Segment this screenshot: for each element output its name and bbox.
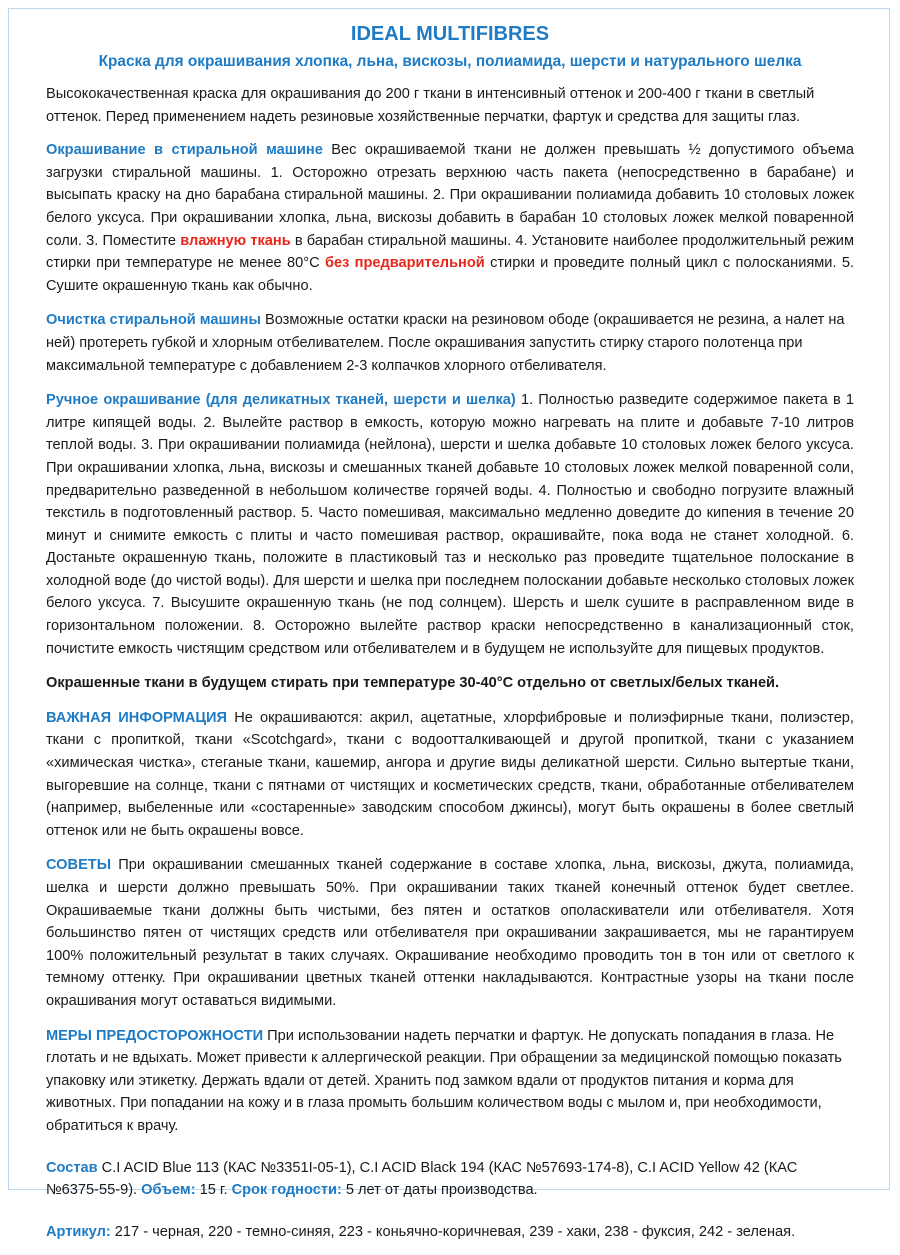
page-title: IDEAL MULTIFIBRES — [350, 23, 550, 45]
machine-dyeing-section — [46, 139, 854, 297]
machine-dyeing-text-1: Вес окрашиваемой ткани не должен превышать ½ допустимого объема загрузки стиральной машины. 1. Осторожно отрезать верхнюю часть пакета (непосредственно в барабане) и высыпать краску на дно барабана стиральной машины. 2. При окрашивании полиамида добавить 10 столовых ложек белого уксуса. При окрашивании хлопка, льна, вискозы добавить в барабан 10 столовых ложек мелкой поваренной соли. 3. Поместите — [46, 142, 854, 249]
volume-label: Объем: — [141, 1182, 196, 1199]
page-subtitle: Краска для окрашивания хлопка, льна, вискозы, полиамида, шерсти и натурального шелка — [98, 53, 802, 70]
no-prewash-highlight: без предварительной — [324, 255, 485, 272]
machine-cleaning-heading: Очистка стиральной машины — [46, 312, 261, 329]
precautions-heading: МЕРЫ ПРЕДОСТОРОЖНОСТИ — [46, 1027, 264, 1044]
hand-dyeing-heading: Ручное окрашивание (для деликатных тканей, шерсти и шелка) — [46, 392, 516, 409]
important-info-section — [46, 707, 854, 843]
important-info-text: Не окрашиваются: акрил, ацетатные, хлорфибровые и полиэфирные ткани, полиэстер, ткани с пропиткой, ткани «Scotchgard», ткани с водоотталкивающей и другой пропиткой, ткани с указанием «химическая чистка», стеганые ткани, кашемир, ангора и другие виды деликатной шерсти. Сильно вытертые ткани, выгоревшие на солнце, ткани с пятнами от чистящих и косметических средств, ткани, обработанные отбеливателем (например, выбеленные или «состаренные» заводским способом джинсы), могут быть окрашены в более светлый оттенок или не быть окрашены вовсе. — [46, 709, 854, 839]
composition-heading: Состав — [46, 1159, 98, 1176]
document-body — [46, 20, 854, 1255]
articles-section — [46, 1221, 854, 1244]
machine-cleaning-section — [46, 309, 854, 377]
hand-dyeing-text: 1. Полностью разведите содержимое пакета в 1 литре кипящей воды. 2. Вылейте раствор в емкость, которую можно нагревать на плите и добавьте 7-10 литров теплой воды. 3. При окрашивании полиамида (нейлона), шерсти и шелка добавьте 10 столовых ложек белого уксуса. При окрашивании хлопка, льна, вискозы и смешанных тканей добавьте 10 столовых ложек мелкой поваренной соли, предварительно разведенной в небольшом количестве горячей воды. 4. Полностью и свободно погрузите влажный текстиль в подготовленный раствор. 5. Часто помешивая, максимально медленно доведите до кипения в течение 20 минут и снимите емкость с плиты и часто помешивая раствор, окрашивайте, пока вода не станет холодной. 6. Достаньте окрашенную ткань, положите в пластиковый таз и несколько раз проведите тщательное полоскание в холодной воде (до чистой воды). Для шерсти и шелка при последнем полоскании добавьте несколько столовых ложек белого уксуса. 7. Высушите окрашенную ткань (не под солнцем). Шерсть и шелк сушите в расправленном виде в горизонтальном положении. 8. Осторожно вылейте раствор краски непосредственно в канализационный сток, почистите емкость чистящим средством или отбеливателем и в будущем не используйте для пищевых продуктов. — [46, 392, 854, 657]
composition-text: C.I ACID Blue 113 (КАС №3351I-05-1), C.I ACID Black 194 (КАС №57693-174-8), C.I ACID Yellow 42 (КАС №6375-55-9). — [46, 1159, 798, 1199]
important-info-heading: ВАЖНАЯ ИНФОРМАЦИЯ — [46, 709, 228, 726]
composition-section — [46, 1157, 854, 1202]
machine-cleaning-text: Возможные остатки краски на резиновом ободе (окрашивается не резина, а налет на ней) протереть губкой и хлорным отбеливателем. После окрашивания запустить стирку старого полотенца при максимальной температуре с добавлением 2-3 колпачков хлорного отбеливателя. — [46, 312, 845, 374]
machine-dyeing-heading: Окрашивание в стиральной машине — [46, 142, 323, 159]
articles-heading: Артикул: — [46, 1223, 111, 1240]
shelf-life-value: 5 лет от даты производства. — [341, 1182, 538, 1199]
wash-note: Окрашенные ткани в будущем стирать при температуре 30-40°С отдельно от светлых/белых тканей. — [46, 675, 780, 692]
articles-text: 217 - черная, 220 - темно-синяя, 223 - коньячно-коричневая, 239 - хаки, 238 - фуксия, 242 - зеленая. — [110, 1223, 796, 1240]
intro-paragraph: Высококачественная краска для окрашивания до 200 г ткани в интенсивный оттенок и 200-400 г ткани в светлый оттенок. Перед применением надеть резиновые хозяйственные перчатки, фартук и средства для защиты глаз. — [46, 86, 815, 125]
machine-dyeing-text-3: стирки и проведите полный цикл с полосканиями. 5. Сушите окрашенную ткань как обычно. — [46, 255, 855, 294]
tips-text: При окрашивании смешанных тканей содержание в составе хлопка, льна, вискозы, джута, полиамида, шелка и шерсти должно превышать 50%. При окрашивании таких тканей конечный оттенок будет светлее. Окрашиваемые ткани должны быть чистыми, без пятен и остатков ополаскиватели или отбеливателя. Хотя большинство пятен от чистящих средств или отбеливателя при окрашивании закрашивается, мы не гарантируем 100% положительный результат в таких случаях. Окрашивание необходимо проводить тон в тон или от светлого к темному оттенку. При окрашивании цветных тканей оттенки накладываются. Контрастные узоры на ткани после окрашивания могут оставаться видимыми. — [46, 857, 854, 1009]
wet-fabric-highlight: влажную ткань — [180, 232, 291, 249]
tips-heading: СОВЕТЫ — [46, 857, 112, 874]
shelf-life-label: Срок годности: — [231, 1182, 342, 1199]
precautions-text: При использовании надеть перчатки и фартук. Не допускать попадания в глаза. Не глотать и не вдыхать. Может привести к аллергической реакции. При обращении за медицинской помощью показать упаковку или этикетку. Держать вдали от детей. Хранить под замком вдали от продуктов питания и корма для животных. При попадании на кожу и в глаза промыть большим количеством воды с мылом и, при необходимости, обратиться к врачу. — [46, 1027, 842, 1134]
volume-value: 15 г. — [195, 1182, 232, 1199]
precautions-section — [46, 1025, 854, 1138]
tips-section — [46, 854, 854, 1012]
hand-dyeing-section — [46, 389, 854, 660]
machine-dyeing-text-2: в барабан стиральной машины. 4. Установите наиболее продолжительный режим стирки при температуре не менее 80°С — [46, 232, 854, 272]
